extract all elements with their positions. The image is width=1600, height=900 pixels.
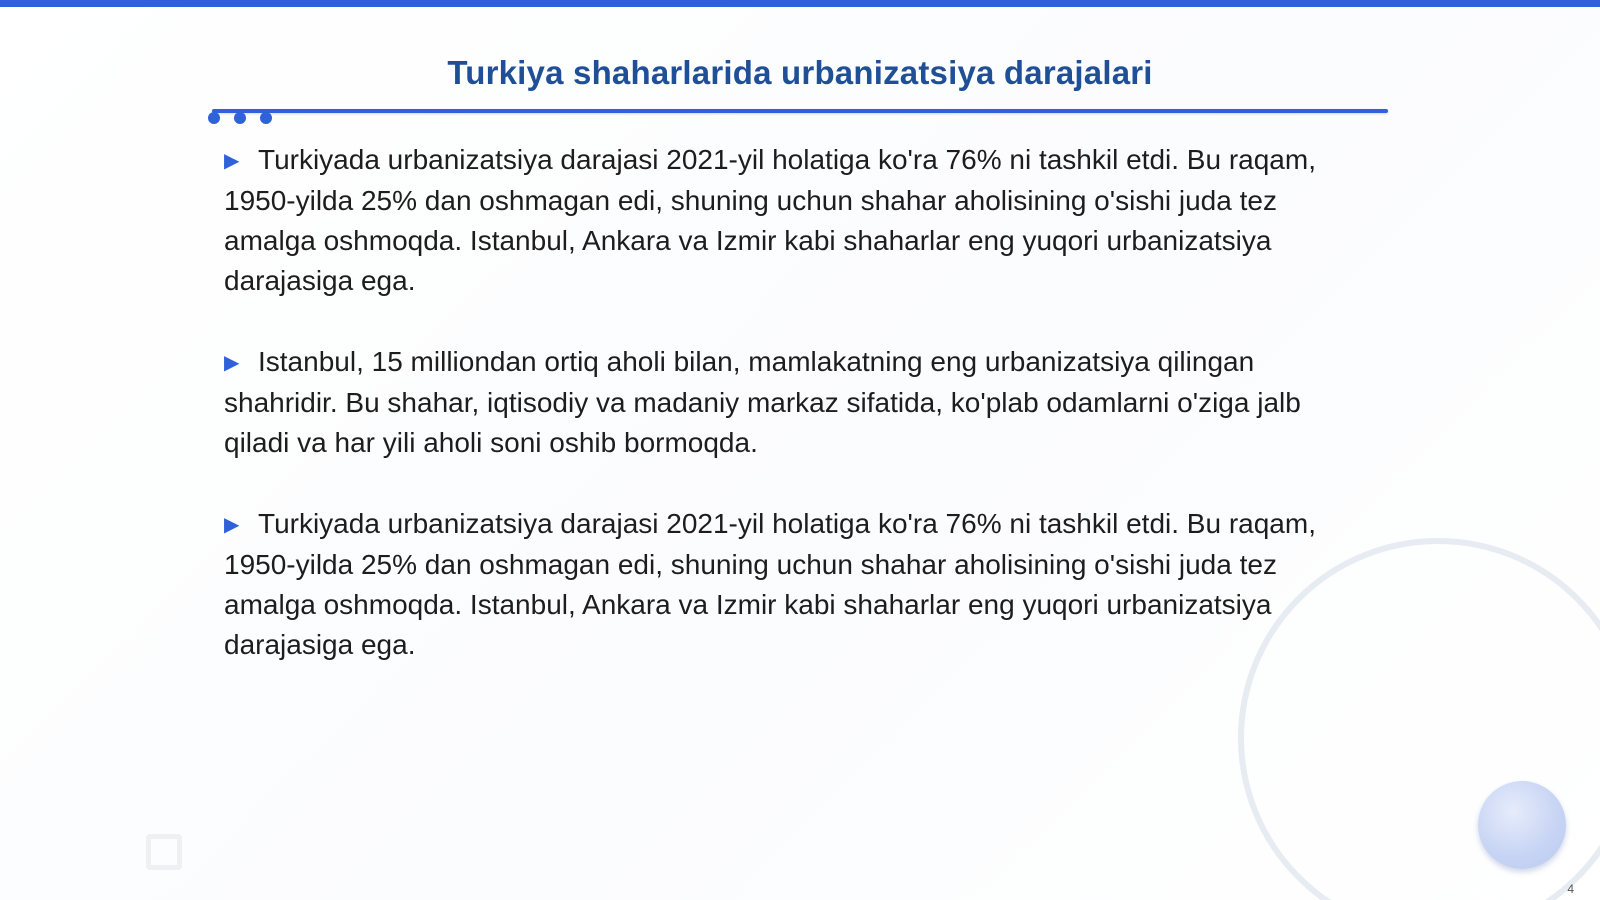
top-accent-bar [0,0,1600,7]
bullet-paragraph-2 [224,342,1364,463]
bullet-paragraph-3 [224,504,1364,665]
decorative-sphere [1478,781,1566,869]
triangle-bullet-icon: ▶ [224,514,240,536]
decorative-dot [260,112,272,124]
bullet-text: Turkiyada urbanizatsiya darajasi 2021-yil holatiga ko'ra 76% ni tashkil etdi. Bu raqam, 1950-yilda 25% dan oshmagan edi, shuning uchun shahar aholisining o'sishi juda tez amalga oshmoqda. Istanbul, Ankara va Izmir kabi shaharlar eng yuqori urbanizatsiya darajasiga ega. [224,144,1316,296]
decorative-dot [234,112,246,124]
bullet-text: Istanbul, 15 milliondan ortiq aholi bilan, mamlakatning eng urbanizatsiya qilingan shahridir. Bu shahar, iqtisodiy va madaniy markaz sifatida, ko'plab odamlarni o'ziga jalb qiladi va har yili aholi soni oshib bormoqda. [224,346,1301,458]
slide-title: Turkiya shaharlarida urbanizatsiya darajalari [447,54,1153,91]
bullet-text: Turkiyada urbanizatsiya darajasi 2021-yil holatiga ko'ra 76% ni tashkil etdi. Bu raqam, 1950-yilda 25% dan oshmagan edi, shuning uchun shahar aholisining o'sishi juda tez amalga oshmoqda. Istanbul, Ankara va Izmir kabi shaharlar eng yuqori urbanizatsiya darajasiga ega. [224,508,1316,660]
decorative-dot [208,112,220,124]
triangle-bullet-icon: ▶ [224,150,240,172]
bullet-list [224,140,1364,706]
title-underline [212,109,1388,113]
triangle-bullet-icon: ▶ [224,352,240,374]
page-number: 4 [1567,882,1574,896]
decorative-square [146,834,182,870]
bullet-paragraph-1 [224,140,1364,301]
